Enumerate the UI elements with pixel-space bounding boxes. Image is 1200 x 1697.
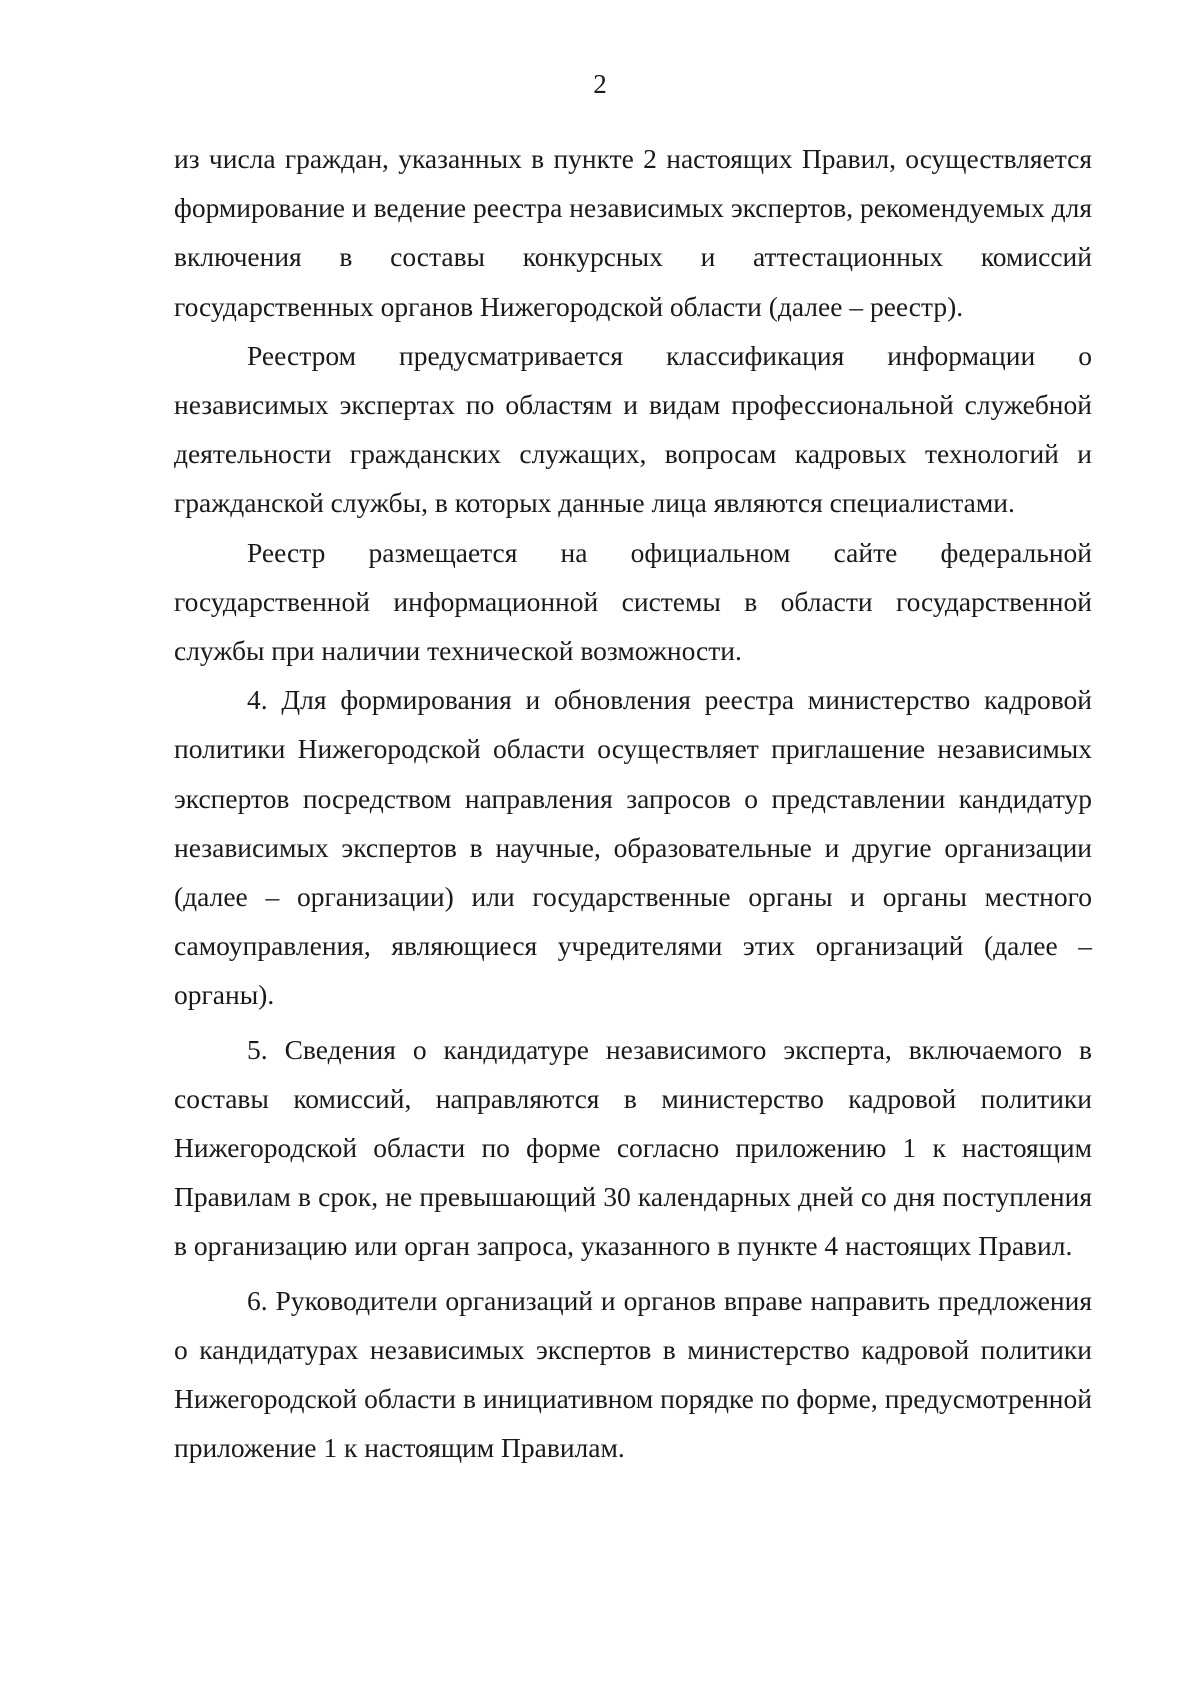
paragraph-item-5: 5. Сведения о кандидатуре независимого эксперта, включаемого в составы комиссий, направляются в министерство кадровой политики Нижегородской области по форме согласно приложению 1 к настоящим Правилам в срок, не превышающий 30 календарных дней со дня поступления в организацию или орган запроса, указанного в пункте 4 настоящих Правил. xyxy=(174,1033,1092,1262)
paragraph-item-4: 4. Для формирования и обновления реестра министерство кадровой политики Нижегородской области осуществляет приглашение независимых экспертов посредством направления запросов о представлении кандидатур независимых экспертов в научные, образовательные и другие организации (далее – организации) или государственные органы и органы местного самоуправления, являющиеся учредителями этих организаций (далее – органы). xyxy=(174,684,1092,1011)
page-number: 2 xyxy=(593,69,607,99)
paragraph-registry-classification: Реестром предусматривается классификация информации о независимых экспертах по областям и видам профессиональной служебной деятельности гражданских служащих, вопросам кадровых технологий и гражданской службы, в которых данные лица являются специалистами. xyxy=(174,339,1092,519)
document-body xyxy=(174,134,1092,1472)
paragraph-registry-placement: Реестр размещается на официальном сайте федеральной государственной информационной системы в области государственной службы при наличии технической возможности. xyxy=(174,536,1092,667)
paragraph-continuation: из числа граждан, указанных в пункте 2 настоящих Правил, осуществляется формирование и ведение реестра независимых экспертов, рекомендуемых для включения в составы конкурсных и аттестационных комиссий государственных органов Нижегородской области (далее – реестр). xyxy=(174,143,1092,322)
paragraph-item-6: 6. Руководители организаций и органов вправе направить предложения о кандидатурах независимых экспертов в министерство кадровой политики Нижегородской области в инициативном порядке по форме, предусмотренной приложение 1 к настоящим Правилам. xyxy=(174,1284,1092,1464)
